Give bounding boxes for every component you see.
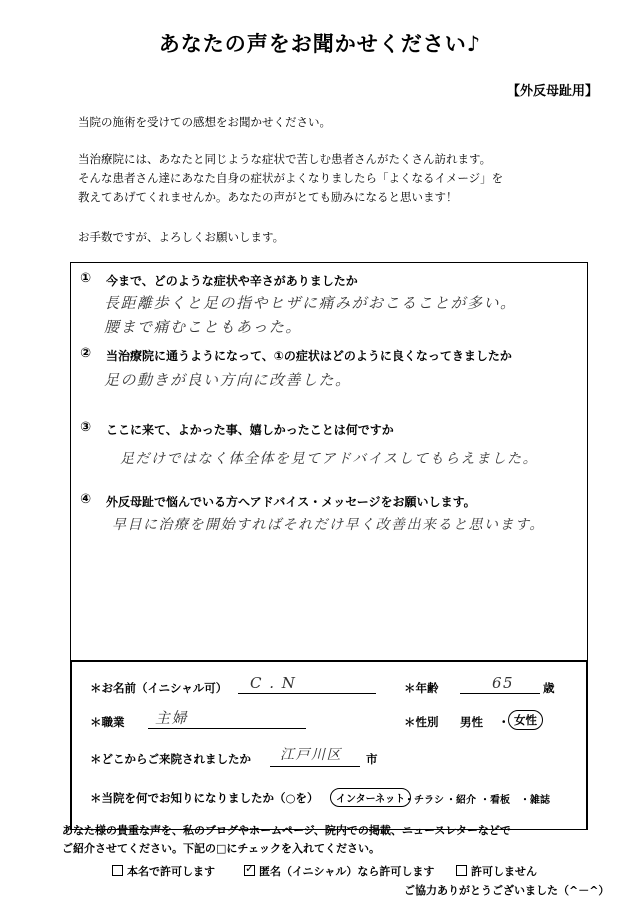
form-type-tag: 【外反母趾用】 <box>506 84 598 99</box>
name-underline <box>238 693 376 694</box>
from-unit: 市 <box>366 752 378 766</box>
source-intro: ・紹介 <box>446 795 476 806</box>
gender-label: ＊性別 <box>404 715 439 729</box>
source-magazine: ・雑誌 <box>520 795 550 806</box>
checkbox-realname[interactable] <box>112 865 123 876</box>
answer-3-line-1: 足だけではなく体全体を見てアドバイスしてもらえました。 <box>120 451 539 467</box>
question-3-number: ③ <box>80 420 92 435</box>
option-realname-label: 本名で許可します <box>127 865 215 878</box>
box-divider <box>70 660 588 662</box>
question-4-text: 外反母趾で悩んでいる方へアドバイス・メッセージをお願いします。 <box>106 495 476 509</box>
job-value: 主婦 <box>155 709 189 727</box>
answer-1-line-2: 腰まで痛むこともあった。 <box>104 318 302 336</box>
source-flyer: ・チラシ <box>404 795 444 806</box>
question-1-number: ① <box>80 271 92 286</box>
page-title: あなたの声をお聞かせください♪ <box>158 32 482 56</box>
footer-line-2: ご紹介させてください。下記の□にチェックを入れてください。 <box>62 842 381 855</box>
check-mark-icon: ✓ <box>245 862 255 875</box>
checkbox-anonymous-checked[interactable] <box>244 862 255 876</box>
from-underline <box>270 766 360 767</box>
gender-female-circled: 女性 <box>508 710 543 730</box>
intro-line-2: 当治療院には、あなたと同じような症状で苦しむ患者さんがたくさん訪れます。 <box>78 152 492 166</box>
question-4-number: ④ <box>80 492 92 507</box>
question-3-text: ここに来て、よかった事、嬉しかったことは何ですか <box>106 423 394 437</box>
answer-2-line-1: 足の動きが良い方向に改善した。 <box>104 371 352 389</box>
from-value: 江戸川区 <box>280 747 342 763</box>
footer-line-1: あなた様の貴重な声を、私のブログやホームページ、院内での掲載、ニュースレターなどで <box>62 824 511 837</box>
age-underline <box>460 693 540 694</box>
source-label: ＊当院を何でお知りになりましたか（○を） <box>90 791 319 805</box>
option-anonymous-label: 匿名（イニシャル）なら許可します <box>259 865 435 878</box>
name-label: ＊お名前（イニシャル可） <box>90 681 228 695</box>
permission-option-realname[interactable] <box>112 863 215 879</box>
box-left-border <box>70 660 72 830</box>
job-label: ＊職業 <box>90 715 125 729</box>
intro-line-5: お手数ですが、よろしくお願いします。 <box>78 230 285 244</box>
source-sign: ・看板 <box>480 795 510 806</box>
thanks-message: ご協力ありがとうございました（^－^） <box>404 884 610 897</box>
gender-male: 男性 <box>460 715 483 729</box>
age-value: 65 <box>492 674 515 692</box>
checkbox-deny[interactable] <box>456 865 467 876</box>
permission-option-anonymous[interactable] <box>244 863 434 879</box>
question-2-number: ② <box>80 346 92 361</box>
name-value: C . N <box>250 674 297 692</box>
age-label: ＊年齢 <box>404 681 439 695</box>
gender-separator: ・ <box>498 715 510 729</box>
from-label: ＊どこからご来院されましたか <box>90 752 251 766</box>
box-right-border <box>586 660 588 830</box>
job-underline <box>148 728 306 729</box>
intro-line-1: 当院の施術を受けての感想をお聞かせください。 <box>78 115 331 129</box>
answer-1-line-1: 長距離歩くと足の指やヒザに痛みがおこることが多い。 <box>104 294 517 312</box>
option-deny-label: 許可しません <box>471 865 537 878</box>
question-1-text: 今まで、どのような症状や辛さがありましたか <box>106 274 358 288</box>
permission-option-deny[interactable] <box>456 863 537 879</box>
age-unit: 歳 <box>543 681 555 695</box>
answer-4-line-1: 早目に治療を開始すればそれだけ早く改善出来ると思います。 <box>112 517 545 533</box>
intro-line-4: 教えてあげてくれませんか。あなたの声がとても励みになると思います！ <box>78 190 458 204</box>
question-2-text: 当治療院に通うようになって、①の症状はどのように良くなってきましたか <box>106 349 512 363</box>
source-internet-circled: インターネット <box>330 788 411 807</box>
intro-line-3: そんな患者さん達にあなた自身の症状がよくなりましたら「よくなるイメージ」を <box>78 171 504 185</box>
